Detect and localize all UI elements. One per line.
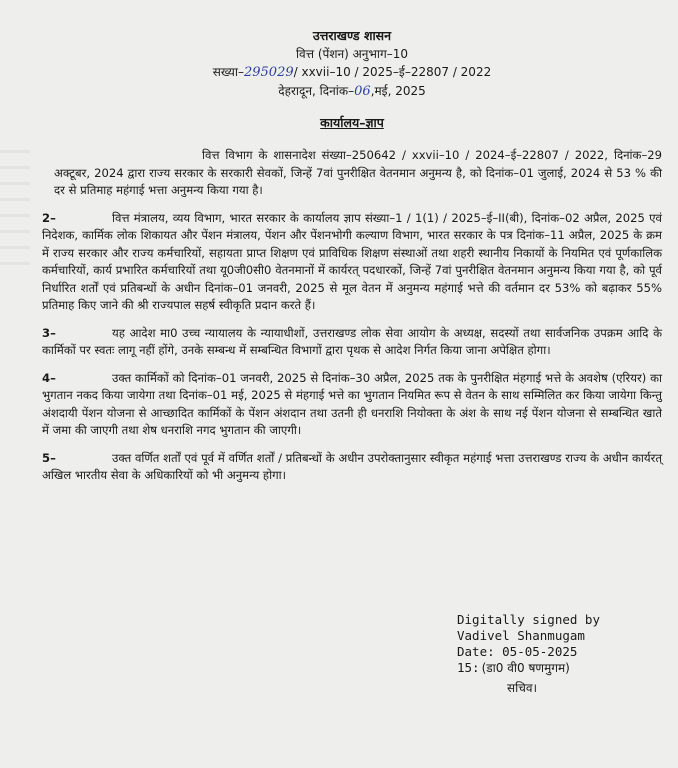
ref-prefix: सख्या– [212,65,244,79]
paragraph-5-text: उक्त वर्णित शर्तों एवं पूर्व में वर्णित शर्तों / प्रतिबन्धों के अधीन उपरोक्तानुसार स्वीकृत महंगाई भत्ता उत्तराखण्ड राज्य के अधीन कार्यरत् अखिल भारतीय सेवा के अधिकारियों को भी अनुमन्य होगा। [42,450,662,482]
paragraph-4 [42,370,662,440]
reference-number [42,64,662,81]
place-date-suffix: ,मई, 2025 [370,84,426,98]
paragraph-3-number: 3– [42,325,56,340]
place-date-prefix: देहरादून, दिनांक– [278,84,355,98]
paragraph-2-number: 2– [42,210,56,225]
government-name: उत्तराखण्ड शासन [312,28,392,43]
left-bleed-through [0,150,30,270]
department-name: वित्त (पेंशन) अनुभाग–10 [295,47,409,61]
office-memo-title [42,114,662,131]
signature-line-4 [457,660,657,676]
signature-line-1: Digitally signed by [457,612,600,627]
paragraph-4-number: 4– [42,370,56,385]
signature-line-2: Vadivel Shanmugam [457,628,585,643]
ref-suffix: / xxvii–10 / 2025–ई–22807 / 2022 [293,65,492,79]
document-page [42,28,662,768]
paragraph-3 [42,325,662,360]
signatory-name: (डा0 वी0 षणमुगम) [481,661,570,675]
signatory-designation: सचिव। [507,681,538,695]
paragraph-2-text: वित्त मंत्रालय, व्यय विभाग, भारत सरकार के कार्यालय ज्ञाप संख्या–1 / 1(1) / 2025–ई–II(बी), दिनांक–02 अप्रैल, 2025 एवं निदेशक, कार्मिक लोक शिकायत और पेंशन मंत्रालय, पेंशन और पेंशनभोगी कल्याण विभाग, भारत सरकार के पत्र दिनांक–11 अप्रैल, 2025 के क्रम में राज्य सरकार और राज्य कर्मचारियों, सहायता प्राप्त शिक्षण एवं प्राविधिक शिक्षण संस्थाओं तथा शहरी स्थानीय निकायों के नियमित एवं पूर्णकालिक कर्मचारियों, कार्य प्रभारित कर्मचारियों तथा यू0जी0सी0 वेतनमानों में कार्यरत् पदधारकों, जिन्हें 7वां पुनरीक्षित वेतनमान अनुमन्य किया गया है, को पूर्व निर्धारित शर्तों एवं प्रतिबन्धों के अधीन दिनांक–01 जनवरी, 2025 से मूल वेतन में अनुमन्य महंगाई भत्ते की वर्तमान दर 53% को बढ़ाकर 55% प्रतिमाह किए जाने की श्री राज्यपाल सहर्ष स्वीकृति प्रदान करते हैं। [42,210,662,312]
paragraph-2 [42,210,662,315]
paragraph-4-text: उक्त कार्मिकों को दिनांक–01 जनवरी, 2025 से दिनांक–30 अप्रैल, 2025 तक के पुनरीक्षित मंहगाई भत्ते के अवशेष (एरियर) का भुगतान नकद किया जायेगा तथा दिनांक–01 मई, 2025 से मंहगाई भत्ते का भुगतान नियमित रूप से वेतन के साथ सम्मिलित कर किया जायेगा किन्तु अंशदायी पेंशन योजना से आच्छादित कार्मिकों के पेंशन अंशदान तथा उतनी ही धनराशि नियोक्ता के अंश के साथ नई पेंशन योजना से सम्बन्धित खाते में जमा की जाएगी तथा शेष धनराशि नगद भुगतान की जाएगी। [42,370,662,437]
letterhead [42,28,662,100]
ref-handwritten-number: 295029 [243,65,294,80]
place-date [42,83,662,100]
paragraph-5-number: 5– [42,450,56,465]
signature-line-3: Date: 05-05-2025 [457,644,578,659]
paragraph-1: वित्त विभाग के शासनादेश संख्या–250642 / xxvii–10 / 2024–ई–22807 / 2022, दिनांक–29 अक्टूबर, 2024 द्वारा राज्य सरकार के सरकारी सेवकों, जिन्हें 7वां पुनरीक्षित वेतनमान अनुमन्य है, को दिनांक–01 जुलाई, 2024 से 53 % की दर से प्रतिमाह महंगाई भत्ता अनुमन्य किया गया है। [54,148,662,197]
date-handwritten: 06 [354,84,371,99]
office-memo-title-text: कार्यालय–ज्ञाप [320,115,384,130]
paragraph-3-text: यह आदेश मा0 उच्च न्यायालय के न्यायाधीशों, उत्तराखण्ड लोक सेवा आयोग के अध्यक्ष, सदस्यों तथा सार्वजनिक उपक्रम आदि के कार्मिकों पर स्वतः लागू नहीं होंगे, उनके सम्बन्ध में सम्बन्धित विभागों द्वारा पृथक से आदेश निर्गत किया जाना अपेक्षित होगा। [42,325,662,357]
digital-signature-block [457,612,657,696]
signature-time: 15: [457,660,480,675]
paragraph-5 [42,450,662,485]
